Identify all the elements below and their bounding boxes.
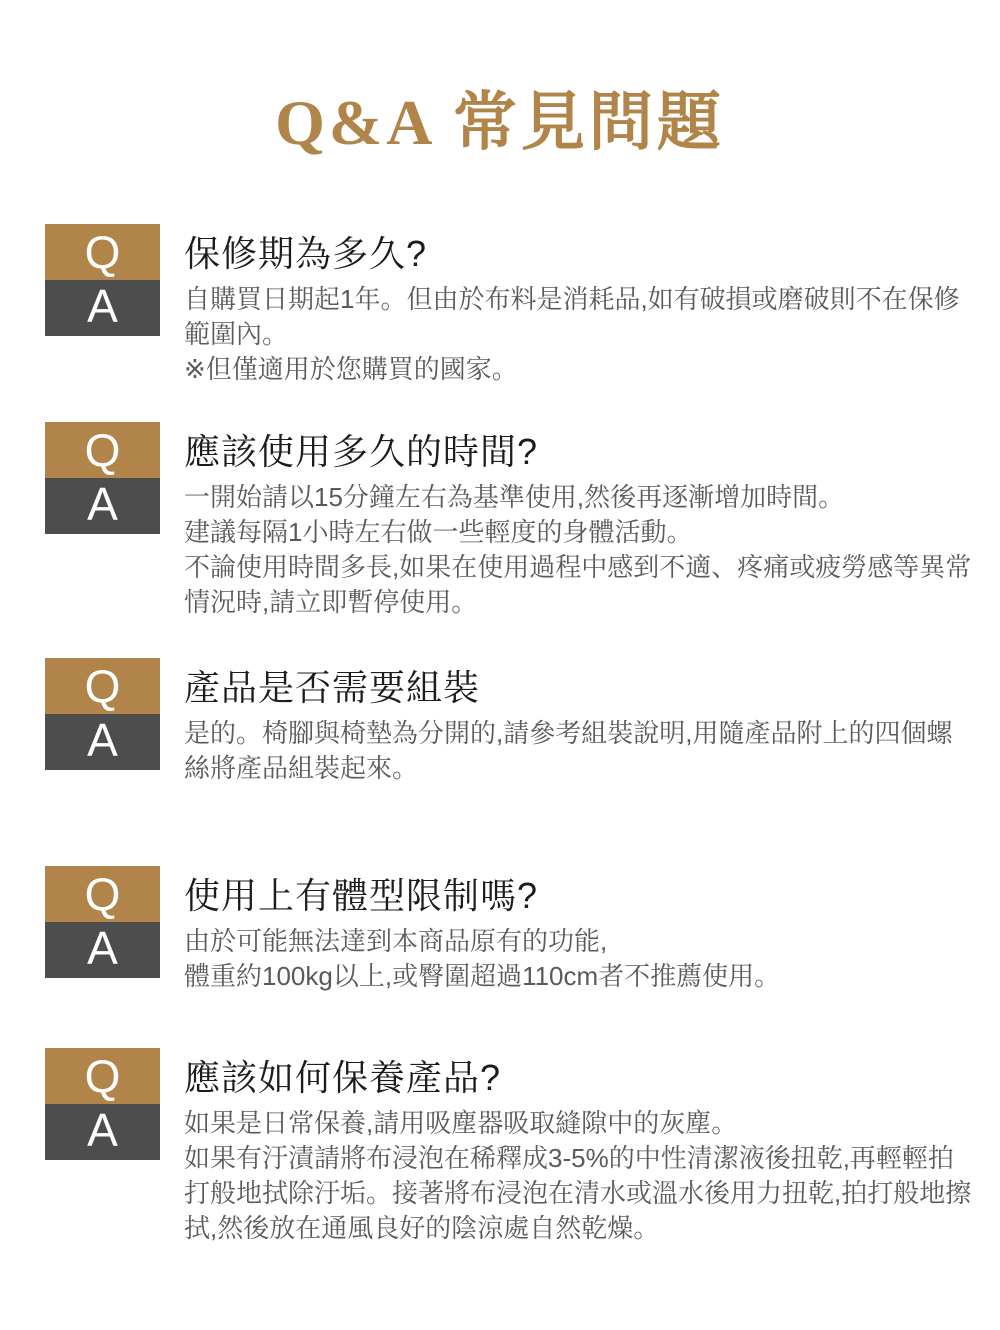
- answer-badge: [45, 714, 160, 770]
- question-badge: [45, 224, 160, 280]
- answer-text: [184, 480, 988, 620]
- question-badge: [45, 866, 160, 922]
- qa-badge-column: [45, 422, 160, 534]
- answer-badge-label: A: [87, 279, 118, 332]
- page-title: Q&A 常見問題: [275, 87, 725, 158]
- question-text: 應該如何保養產品?: [184, 1057, 502, 1099]
- qa-content: [184, 866, 988, 994]
- answer-line: 不論使用時間多長,如果在使用過程中感到不適、疼痛或疲勞感等異常: [184, 551, 972, 582]
- question-text: 應該使用多久的時間?: [184, 431, 539, 473]
- answer-badge: [45, 280, 160, 336]
- qa-content: [184, 224, 988, 387]
- answer-text: [184, 924, 988, 994]
- question-text: 使用上有體型限制嗎?: [184, 875, 539, 917]
- qa-badge-column: [45, 1048, 160, 1160]
- answer-line: 範圍內。: [184, 318, 289, 349]
- answer-badge: [45, 478, 160, 534]
- answer-line: ※但僅適用於您購買的國家。: [184, 353, 518, 384]
- answer-line: 如果是日常保養,請用吸塵器吸取縫隙中的灰塵。: [184, 1107, 738, 1138]
- qa-content: [184, 658, 988, 786]
- question-badge: [45, 658, 160, 714]
- answer-badge-label: A: [87, 713, 118, 766]
- answer-line: 拭,然後放在通風良好的陰涼處自然乾燥。: [184, 1212, 660, 1243]
- answer-badge-label: A: [87, 1103, 118, 1156]
- answer-text: [184, 282, 988, 387]
- question-badge: [45, 1048, 160, 1104]
- qa-block: [45, 658, 988, 786]
- qa-block: [45, 866, 988, 994]
- qa-content: [184, 1048, 988, 1246]
- qa-content: [184, 422, 988, 620]
- answer-line: 打般地拭除汙垢。接著將布浸泡在清水或溫水後用力扭乾,拍打般地擦: [184, 1177, 972, 1208]
- answer-line: 是的。椅腳與椅墊為分開的,請參考組裝說明,用隨產品附上的四個螺: [184, 717, 953, 748]
- question-badge-label: Q: [84, 225, 121, 278]
- question-text: 保修期為多久?: [184, 233, 428, 275]
- answer-line: 體重約100kg以上,或臀圍超過110cm者不推薦使用。: [184, 960, 781, 991]
- question-text: 產品是否需要組裝: [184, 667, 481, 709]
- qa-block: [45, 422, 988, 620]
- answer-text: [184, 1106, 988, 1246]
- answer-badge-label: A: [87, 477, 118, 530]
- question-badge-label: Q: [84, 423, 121, 476]
- answer-line: 絲將產品組裝起來。: [184, 752, 419, 783]
- qa-block: [45, 1048, 988, 1246]
- question-badge-label: Q: [84, 1049, 121, 1102]
- answer-line: 由於可能無法達到本商品原有的功能,: [184, 925, 608, 956]
- answer-line: 情況時,請立即暫停使用。: [184, 586, 478, 617]
- answer-line: 自購買日期起1年。但由於布料是消耗品,如有破損或磨破則不在保修: [184, 283, 960, 314]
- question-badge-label: Q: [84, 659, 121, 712]
- qa-badge-column: [45, 658, 160, 770]
- answer-line: 如果有汙漬請將布浸泡在稀釋成3-5%的中性清潔液後扭乾,再輕輕拍: [184, 1142, 954, 1173]
- qa-block: [45, 224, 988, 387]
- answer-badge: [45, 1104, 160, 1160]
- answer-line: 建議每隔1小時左右做一些輕度的身體活動。: [184, 516, 693, 547]
- faq-section: [0, 224, 1000, 1246]
- answer-badge: [45, 922, 160, 978]
- qa-badge-column: [45, 866, 160, 978]
- question-badge: [45, 422, 160, 478]
- answer-badge-label: A: [87, 921, 118, 974]
- question-badge-label: Q: [84, 867, 121, 920]
- answer-line: 一開始請以15分鐘左右為基準使用,然後再逐漸增加時間。: [184, 481, 845, 512]
- qa-badge-column: [45, 224, 160, 336]
- answer-text: [184, 716, 988, 786]
